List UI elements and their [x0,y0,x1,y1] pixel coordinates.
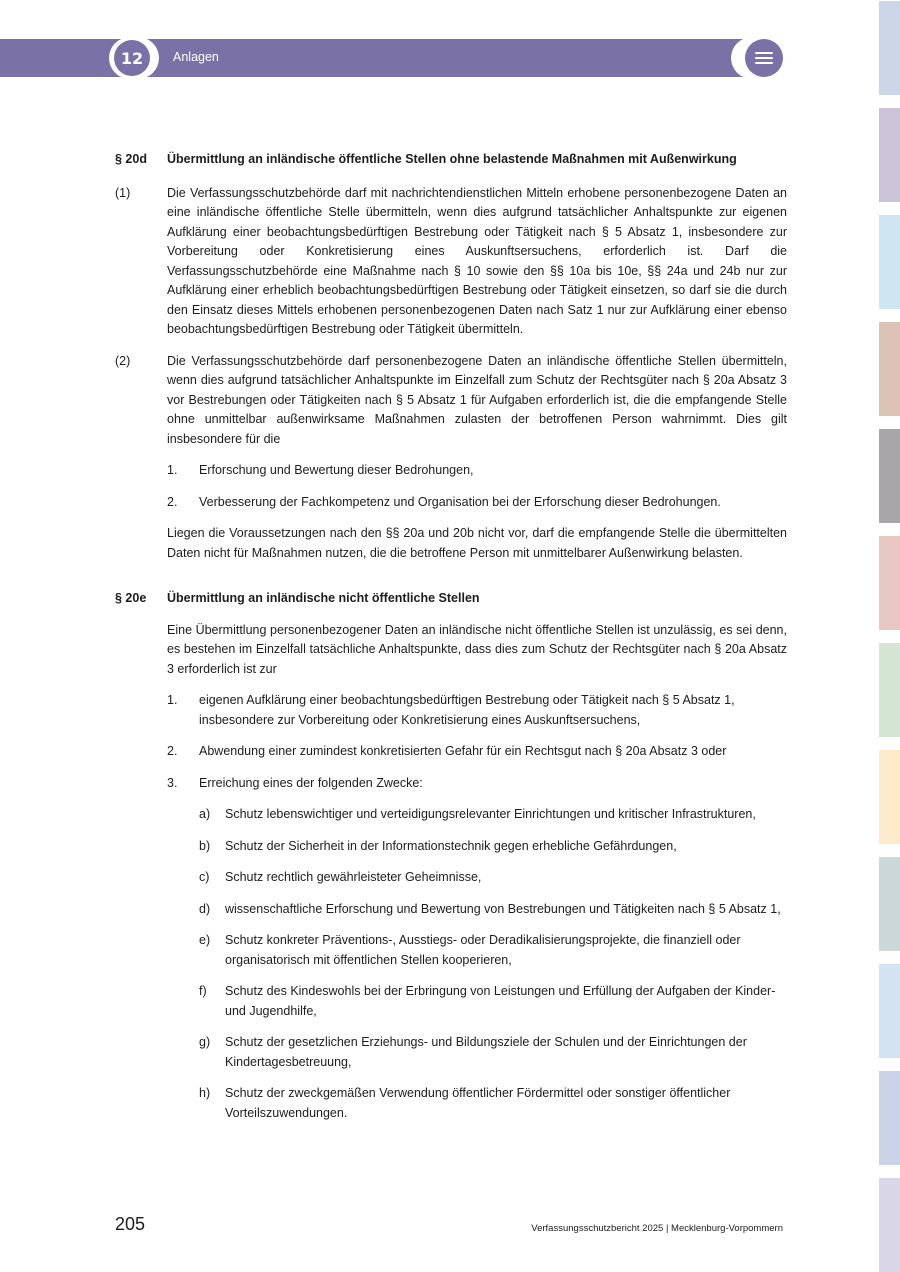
paragraph-1 [115,184,787,340]
list-number: 2. [167,494,178,509]
list-letter: g) [199,1035,211,1049]
lettered-list [199,805,787,1123]
list-item [167,774,787,794]
chapter-tab[interactable] [879,857,900,951]
chapter-badge [109,37,159,79]
list-text: wissenschaftliche Erforschung und Bewertung von Bestrebungen und Tätigkeiten nach § 5 Absatz 1, [225,901,781,916]
chapter-tab[interactable] [879,322,900,416]
list-item [199,982,787,1021]
list-letter: a) [199,807,211,821]
paragraph-2 [115,352,787,450]
chapter-tab[interactable] [879,215,900,309]
list-item [199,805,787,825]
list-item [167,742,787,762]
chapter-tab[interactable] [879,964,900,1058]
list-text: eigenen Aufklärung einer beobachtungsbedürftigen Bestrebung oder Tätigkeit nach § 5 Absatz 1, insbesondere zur Vorbereitung oder Konkretisierung eines Auskunftsersuchens, [199,693,735,727]
section-title: Übermittlung an inländische nicht öffentliche Stellen [167,591,480,605]
closing-text: Liegen die Voraussetzungen nach den §§ 20a und 20b nicht vor, darf die empfangende Stelle die übermittelten Daten nicht für Maßnahmen nutzen, die die betroffene Person mit unmittelbarer Außenwirkung belasten. [167,526,787,560]
page-content [115,150,787,1123]
page-number: 205 [115,1214,146,1234]
section-heading-20e [115,589,787,609]
list-item [199,931,787,970]
list-item [167,493,787,513]
menu-button-wrap [731,37,787,79]
chapter-number: 12 [114,40,150,76]
list-text: Schutz konkreter Präventions-, Ausstiegs- oder Deradikalisierungsprojekte, die finanziell oder organisatorisch mit öffentlichen Stellen kooperieren, [225,933,741,967]
list-item [199,1033,787,1072]
list-letter: b) [199,838,211,853]
list-text: Verbesserung der Fachkompetenz und Organisation bei der Erforschung dieser Bedrohungen. [199,494,721,509]
list-item [199,900,787,920]
list-text: Schutz der gesetzlichen Erziehungs- und Bildungsziele der Schulen und der Einrichtungen der Kindertagesbetreuung, [225,1035,747,1069]
chapter-tab[interactable] [879,429,900,523]
list-text: Erforschung und Bewertung dieser Bedrohungen, [199,463,474,477]
numbered-list [167,691,787,1123]
list-text: Erreichung eines der folgenden Zwecke: [199,775,423,790]
chapter-title: Anlagen [173,50,219,64]
chapter-tab[interactable] [879,1,900,95]
list-letter: f) [199,984,207,998]
list-text: Schutz der zweckgemäßen Verwendung öffentlicher Fördermittel oder sonstiger öffentlicher Vorteilszuwendungen. [225,1086,731,1120]
paragraph-text: Die Verfassungsschutzbehörde darf personenbezogene Daten an inländische öffentliche Stellen übermitteln, wenn dies aufgrund tatsächlicher Anhaltspunkte im Einzelfall zum Schutz der Rechtsgüter nach § 20a Absatz 3 vor Bestrebungen oder Tätigkeiten nach § 5 Absatz 1 für Aufgaben erforderlich ist, die die empfangende Stelle ohne unmittelbar außenwirksame Maßnahmen zulasten der betroffenen Person wahrnimmt. Dies gilt insbesondere für die [167,353,787,446]
numbered-list [167,461,787,512]
chapter-tab[interactable] [879,643,900,737]
list-text: Schutz lebenswichtiger und verteidigungsrelevanter Einrichtungen und kritischer Infrastrukturen, [225,807,756,821]
list-item [167,461,787,481]
chapter-tab[interactable] [879,1178,900,1272]
section-heading-20d [115,150,787,170]
list-text: Schutz rechtlich gewährleisteter Geheimnisse, [225,870,482,884]
list-text: Schutz des Kindeswohls bei der Erbringung von Leistungen und Erfüllung der Aufgaben der Kinder- und Jugendhilfe, [225,984,776,1018]
list-text: Schutz der Sicherheit in der Informationstechnik gegen erhebliche Gefährdungen, [225,838,677,853]
list-number: 1. [167,693,178,707]
list-item [199,868,787,888]
section-number: § 20d [115,152,147,166]
list-letter: c) [199,870,210,884]
intro-text: Eine Übermittlung personenbezogener Daten an inländische nicht öffentliche Stellen ist unzulässig, es sei denn, es bestehen im Einzelfall tatsächliche Anhaltspunkte, dass dies zum Schutz der Rechtsgüter nach § 20a Absatz 3 erforderlich ist zur [167,622,787,676]
hamburger-menu-icon[interactable] [745,39,783,77]
list-number: 2. [167,744,178,758]
publication-title: Verfassungsschutzbericht 2025 | Mecklenburg-Vorpommern [531,1223,783,1234]
chapter-tab[interactable] [879,750,900,844]
list-item [199,837,787,857]
section-number: § 20e [115,591,147,605]
chapter-tab[interactable] [879,108,900,202]
chapter-tab[interactable] [879,1071,900,1165]
paragraph-number: (2) [115,353,131,368]
list-letter: d) [199,901,211,916]
section-title: Übermittlung an inländische öffentliche Stellen ohne belastende Maßnahmen mit Außenwirkung [167,152,737,166]
paragraph-text: Die Verfassungsschutzbehörde darf mit nachrichtendienstlichen Mitteln erhobene personenbezogene Daten an eine inländische öffentliche Stelle übermitteln, wenn dies aufgrund tatsächlicher Anhaltspunkte zur eigenen Aufklärung einer beobachtungsbedürftigen Bestrebung oder Tätigkeit nach § 5 Absatz 1, insbesondere zur Vorbereitung oder Konkretisierung eines Auskunftsersuchens, erforderlich ist. Darf die Verfassungsschutzbehörde eine Maßnahme nach § 10 sowie den §§ 10a bis 10e, §§ 24a und 24b nur zur Aufklärung einer erheblich beobachtungsbedürftigen Bestrebung oder Tätigkeit einsetzen, so darf sie die durch den Einsatz dieses Mittels erhobenen personenbezogenen Daten nach Satz 1 nur zur Aufklärung einer ebenso beobachtungsbedürftigen Bestrebung oder Tätigkeit übermitteln. [167,185,787,336]
paragraph-number: (1) [115,185,131,200]
list-item [167,691,787,730]
list-letter: h) [199,1086,211,1100]
list-letter: e) [199,933,211,947]
list-text: Abwendung einer zumindest konkretisierten Gefahr für ein Rechtsgut nach § 20a Absatz 3 oder [199,744,727,758]
list-number: 1. [167,463,178,477]
list-item [199,1084,787,1123]
chapter-tab[interactable] [879,536,900,630]
list-number: 3. [167,775,178,790]
